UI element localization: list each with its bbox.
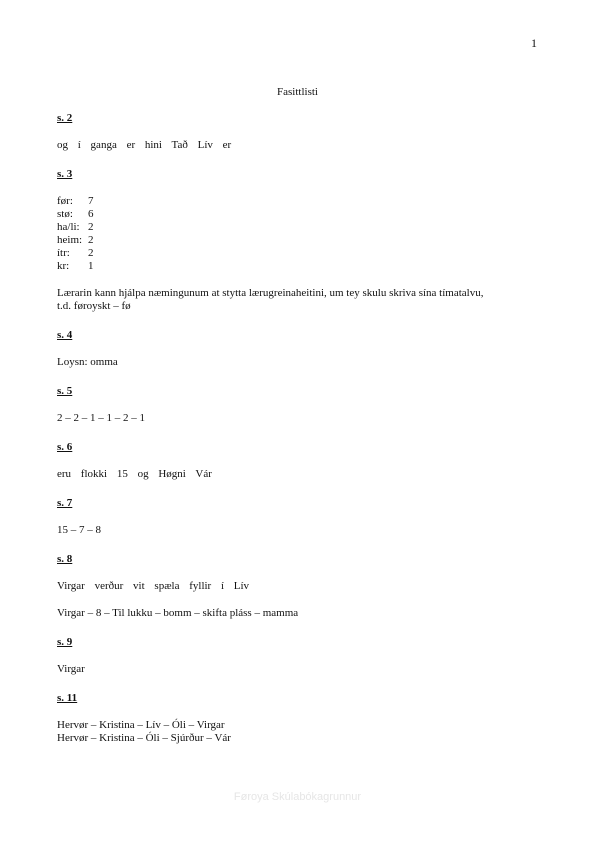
s3-row (57, 260, 547, 273)
s6-answer: eru flokki 15 og Høgni Vár (57, 468, 212, 480)
s3-row (57, 208, 547, 221)
answer-key-content (57, 112, 547, 745)
s3-value: 1 (88, 260, 94, 272)
section-heading-s5: s. 5 (57, 385, 73, 397)
section-heading-s3: s. 3 (57, 168, 73, 180)
s3-key: heim: (57, 234, 83, 246)
s11-answer-2: Hervør – Kristina – Óli – Sjúrður – Vár (57, 732, 231, 744)
s3-row (57, 234, 547, 247)
s3-value: 6 (88, 208, 94, 220)
s2-answer: og í ganga er hini Tað Lív er (57, 139, 232, 151)
s3-value: 2 (88, 221, 94, 233)
publisher-footer: Føroya Skúlabókagrunnur (233, 791, 362, 803)
section-heading-s2: s. 2 (57, 112, 73, 124)
document-title: Fasittlisti (277, 86, 318, 98)
s7-answer: 15 – 7 – 8 (57, 524, 101, 536)
s3-value: 7 (88, 195, 94, 207)
s8-answer-1: Virgar verður vit spæla fyllir í Lív (57, 580, 250, 592)
s3-key: stø: (57, 208, 73, 220)
s3-row (57, 221, 547, 234)
s3-key: ítr: (57, 247, 70, 259)
section-heading-s11: s. 11 (57, 692, 78, 704)
s8-answer-2: Virgar – 8 – Til lukku – bomm – skifta pláss – mamma (57, 607, 299, 619)
s3-row (57, 195, 547, 208)
section-heading-s4: s. 4 (57, 329, 73, 341)
s5-answer: 2 – 2 – 1 – 1 – 2 – 1 (57, 412, 145, 424)
s4-answer: Loysn: omma (57, 356, 118, 368)
s3-subject-counts (57, 195, 547, 273)
s3-key: ha/li: (57, 221, 80, 233)
s3-key: før: (57, 195, 73, 207)
s9-answer: Virgar (57, 663, 85, 675)
s3-key: kr: (57, 260, 70, 272)
section-heading-s6: s. 6 (57, 441, 73, 453)
s3-note-line-2: t.d. føroyskt – fø (57, 300, 131, 312)
s3-value: 2 (88, 247, 94, 259)
section-heading-s9: s. 9 (57, 636, 73, 648)
s3-note-line-1: Lærarin kann hjálpa næmingunum at stytta lærugreinaheitini, um tey skulu skriva sína tímatalvu, (57, 287, 484, 299)
section-heading-s8: s. 8 (57, 553, 73, 565)
page-number: 1 (531, 36, 537, 50)
s3-value: 2 (88, 234, 94, 246)
s11-answer-1: Hervør – Kristina – Lív – Óli – Virgar (57, 719, 225, 731)
s3-row (57, 247, 547, 260)
section-heading-s7: s. 7 (57, 497, 73, 509)
